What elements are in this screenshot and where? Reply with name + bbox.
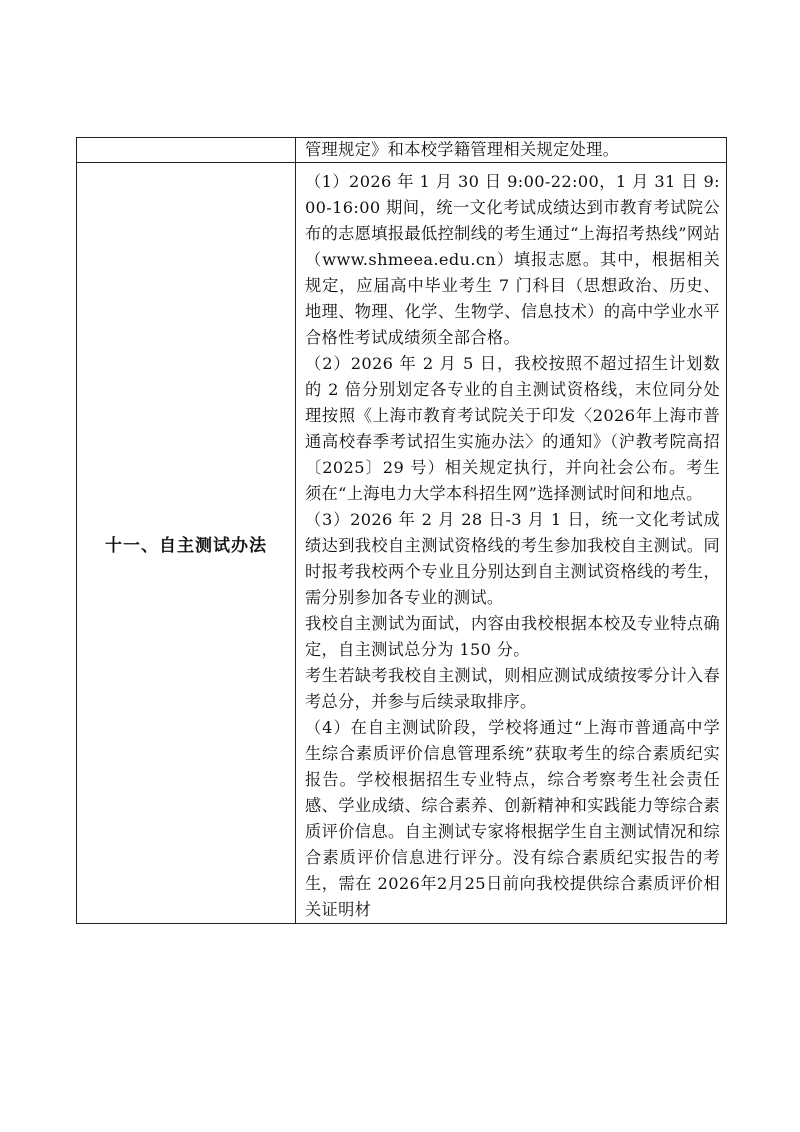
paragraph: 我校自主测试为面试，内容由我校根据本校及专业特点确定，自主测试总分为 150 分。 xyxy=(305,614,720,659)
section-title: 十一、自主测试办法 xyxy=(105,535,267,556)
table-label-cell xyxy=(77,138,296,163)
paragraph: （4）在自主测试阶段，学校将通过“上海市普通高中学生综合素质评价信息管理系统”获取考生的综合素质纪实报告。学校根据招生专业特点，综合考察考生社会责任感、学业成绩、综合素养、创新精神和实践能力等综合素质评价信息。自主测试专家将根据学生自主测试情况和综合素质评价信息进行评分。没有综合素质纪实报告的考生，需在 2026年2月25日前向我校提供综合素质评价相关证明材 xyxy=(305,718,720,919)
paragraph: 管理规定》和本校学籍管理相关规定处理。 xyxy=(305,140,620,159)
paragraph: （3）2026 年 2 月 28 日-3 月 1 日，统一文化考试成绩达到我校自主测试资格线的考生参加我校自主测试。同时报考我校两个专业且分别达到自主测试资格线的考生，需分别参加各专业的测试。 xyxy=(305,510,720,607)
table-row xyxy=(77,163,727,924)
paragraph: 考生若缺考我校自主测试，则相应测试成绩按零分计入春考总分，并参与后续录取排序。 xyxy=(305,666,720,711)
admission-rules-table xyxy=(76,137,727,924)
table-content-cell xyxy=(296,138,727,163)
paragraph: （2）2026 年 2 月 5 日，我校按照不超过招生计划数的 2 倍分别划定各专业的自主测试资格线，末位同分处理按照《上海市教育考试院关于印发〈2026年上海市普通高校春季考试招生实施办法〉的通知》（沪教考院高招〔2025〕29 号）相关规定执行，并向社会公布。考生须在“上海电力大学本科招生网”选择测试时间和地点。 xyxy=(305,354,720,503)
paragraph: （1）2026 年 1 月 30 日 9:00-22:00，1 月 31 日 9:00-16:00 期间，统一文化考试成绩达到市教育考试院公布的志愿填报最低控制线的考生通过“上海招考热线”网站（www.shmeea.edu.cn）填报志愿。其中，根据相关规定，应届高中毕业考生 7 门科目（思想政治、历史、地理、物理、化学、生物学、信息技术）的高中学业水平合格性考试成绩须全部合格。 xyxy=(305,172,720,347)
table-content-cell xyxy=(296,163,727,924)
table-label-cell xyxy=(77,163,296,924)
table-row xyxy=(77,138,727,163)
